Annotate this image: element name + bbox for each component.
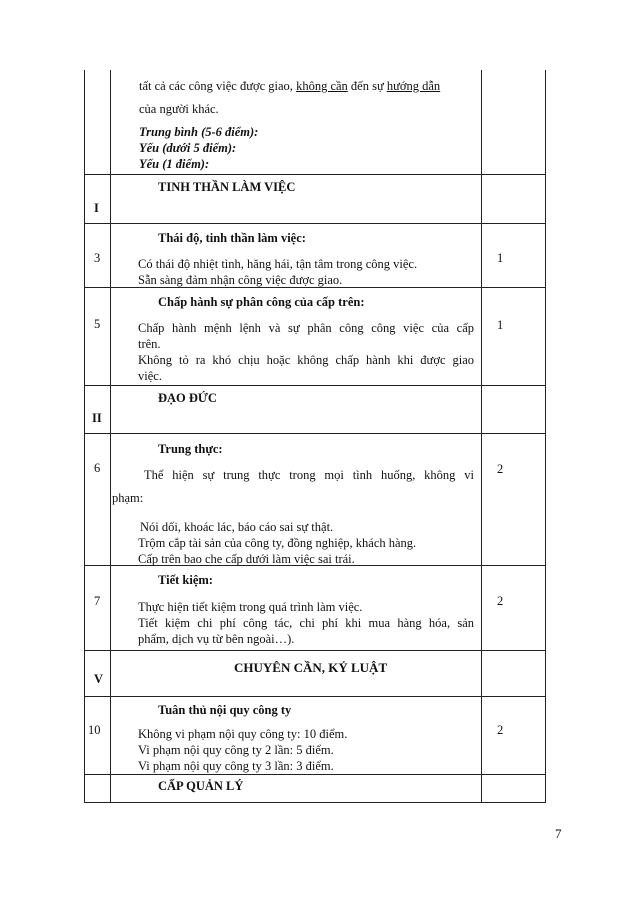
page-number: 7 [555,826,562,841]
row-divider [84,696,546,697]
evaluation-table [84,70,546,803]
section-roman-2: II [92,411,102,425]
criterion-desc: Có thái độ nhiệt tình, hăng hái, tận tâm trong công việc. [138,257,418,271]
table-border-right [545,70,546,803]
criterion-score: 1 [497,318,504,332]
intro-line1: tất cả các công việc được giao, không cần đến sự hướng dẫn [139,79,441,93]
criterion-score: 2 [497,462,504,476]
criterion-desc: Cấp trên bao che cấp dưới làm việc sai trái. [138,552,355,566]
intro-line2: của người khác. [139,102,219,116]
table-border-left [84,70,85,803]
criterion-desc: phẩm, dịch vụ từ bên ngoài…). [138,632,295,646]
criterion-score: 1 [497,251,504,265]
criterion-title: Thái độ, tinh thần làm việc: [158,231,306,245]
table-col-divider-1 [110,70,111,803]
criterion-desc: Thể hiện sự trung thực trong mọi tình huống, không vi [144,468,474,482]
criterion-desc: Tiết kiệm chi phí công tác, chi phí khi mua hàng hóa, sản [138,616,474,630]
criterion-desc: Sẵn sàng đảm nhận công việc được giao. [138,273,343,287]
row-divider [84,174,546,175]
section-title-1: TINH THẦN LÀM VIỆC [158,180,296,194]
criterion-number: 10 [88,723,101,737]
criterion-desc: phạm: [112,491,144,505]
criterion-title: Trung thực: [158,442,223,456]
section-roman-5: V [94,672,104,686]
criterion-desc: Chấp hành mệnh lệnh và sự phân công công việc của cấp [138,321,474,335]
criterion-desc: Vi phạm nội quy công ty 2 lần: 5 điểm. [138,743,334,757]
criterion-desc: trên. [138,337,161,351]
criterion-desc: Vi phạm nội quy công ty 3 lần: 3 điểm. [138,759,334,773]
rating-weak-1: Yếu (1 điểm): [139,157,210,171]
criterion-desc: Không vi phạm nội quy công ty: 10 điểm. [138,727,348,741]
row-divider [84,433,546,434]
criterion-number: 3 [94,251,101,265]
criterion-number: 5 [94,317,101,331]
criterion-number: 6 [94,461,101,475]
rating-average: Trung bình (5-6 điểm): [139,125,259,139]
rating-weak: Yếu (dưới 5 điểm): [139,141,237,155]
table-col-divider-2 [481,70,482,803]
criterion-score: 2 [497,594,504,608]
criterion-desc: Không tỏ ra khó chịu hoặc không chấp hành khi được giao [138,353,474,367]
criterion-desc: Trộm cắp tài sản của công ty, đồng nghiệp, khách hàng. [138,536,417,550]
row-divider [84,223,546,224]
section-title-2: ĐẠO ĐỨC [158,391,217,405]
criterion-title: Tiết kiệm: [158,573,213,587]
criterion-desc: Thực hiện tiết kiệm trong quá trình làm việc. [138,600,363,614]
criterion-number: 7 [94,594,101,608]
criterion-title: Chấp hành sự phân công của cấp trên: [158,295,365,309]
section-title-manager: CẤP QUẢN LÝ [158,779,244,793]
criterion-title: Tuân thủ nội quy công ty [158,703,292,717]
row-divider [84,774,546,775]
row-divider [84,650,546,651]
criterion-desc: Nói dối, khoác lác, báo cáo sai sự thật. [140,520,334,534]
criterion-score: 2 [497,723,504,737]
criterion-desc: việc. [138,369,162,383]
table-border-bottom [84,802,546,803]
section-title-5: CHUYÊN CẦN, KỶ LUẬT [234,660,388,675]
section-roman-1: I [94,201,99,215]
row-divider [84,385,546,386]
